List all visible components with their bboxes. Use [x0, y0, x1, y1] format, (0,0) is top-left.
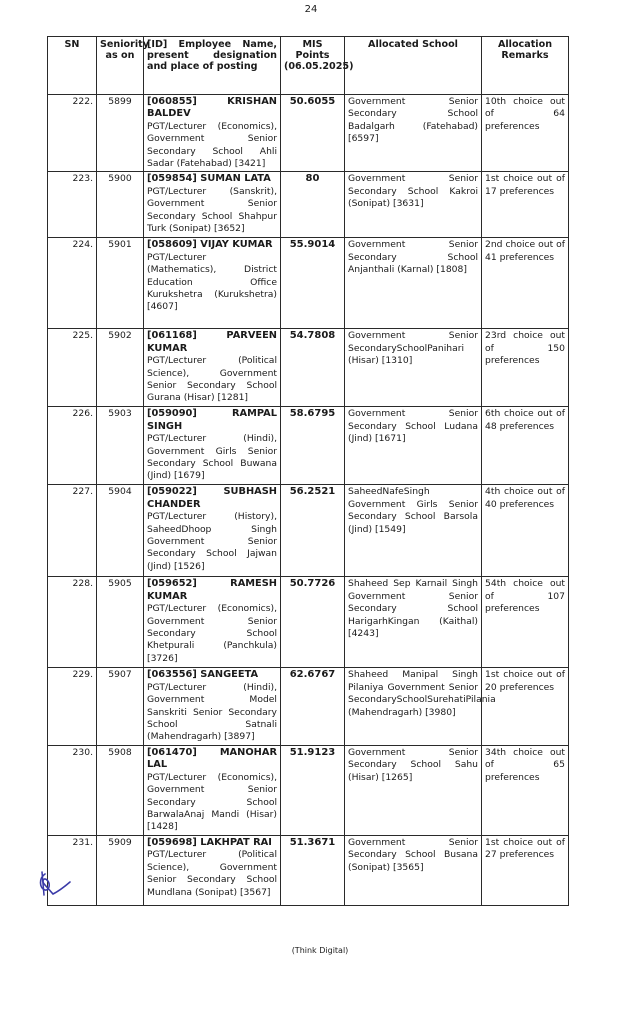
- row-employee: [144, 577, 281, 668]
- employee-id-name: [061470] MANOHAR LAL: [147, 746, 277, 771]
- header-allocation-remarks: Allocation Remarks: [482, 37, 569, 95]
- row-employee: [144, 407, 281, 485]
- row-sn: 226.: [48, 407, 97, 485]
- employee-id-name: [063556] SANGEETA: [147, 669, 259, 681]
- row-employee: [144, 835, 281, 905]
- row-seniority: 5904: [97, 485, 144, 577]
- row-employee: [144, 329, 281, 407]
- row-sn: 228.: [48, 577, 97, 668]
- row-employee: [144, 745, 281, 835]
- header-seniority: Seniority as on: [97, 37, 144, 95]
- header-mis-points: MIS Points (06.05.2025): [281, 37, 345, 95]
- row-employee: [144, 668, 281, 745]
- row-allocation-remarks: 23rd choice out of 150 preferences: [482, 329, 569, 407]
- row-allocated-school: Government Senior Secondary School Sahu (Hisar) [1265]: [345, 745, 482, 835]
- row-mis-points: 51.3671: [281, 835, 345, 905]
- employee-designation: PGT/Lecturer (Economics), Government Senior Secondary School Ahli Sadar (Fatehabad) [3421]: [147, 120, 277, 170]
- row-sn: 230.: [48, 745, 97, 835]
- row-allocation-remarks: 1st choice out of 17 preferences: [482, 172, 569, 238]
- table-row: [48, 745, 569, 835]
- row-sn: 222.: [48, 95, 97, 172]
- row-allocated-school: Government Senior SecondarySchoolPanihari (Hisar) [1310]: [345, 329, 482, 407]
- row-sn: 229.: [48, 668, 97, 745]
- row-mis-points: 54.7808: [281, 329, 345, 407]
- row-allocation-remarks: 4th choice out of 40 preferences: [482, 485, 569, 577]
- table-row: [48, 238, 569, 329]
- employee-id-name: [059698] LAKHPAT RAI: [147, 836, 272, 848]
- row-allocated-school: Government Senior Secondary School Badalgarh (Fatehabad) [6597]: [345, 95, 482, 172]
- row-employee: [144, 172, 281, 238]
- header-allocated-school: Allocated School: [345, 37, 482, 95]
- table-row: [48, 95, 569, 172]
- table-row: [48, 577, 569, 668]
- table-row: [48, 172, 569, 238]
- table-row: [48, 407, 569, 485]
- row-seniority: 5903: [97, 407, 144, 485]
- row-mis-points: 58.6795: [281, 407, 345, 485]
- row-sn: 225.: [48, 329, 97, 407]
- allocation-table: [47, 36, 569, 906]
- employee-id-name: [059652] RAMESH KUMAR: [147, 578, 277, 602]
- row-mis-points: 62.6767: [281, 668, 345, 745]
- employee-id-name: [059854] SUMAN LATA: [147, 173, 271, 185]
- employee-designation: PGT/Lecturer (Political Science), Government Senior Secondary School Gurana (Hisar) [1281]: [147, 355, 277, 404]
- employee-designation: PGT/Lecturer (Sanskrit), Government Senior Secondary School Shahpur Turk (Sonipat) [3652]: [147, 185, 277, 235]
- row-seniority: 5905: [97, 577, 144, 668]
- page-number: 24: [304, 4, 318, 15]
- employee-id-name: [058609] VIJAY KUMAR: [147, 239, 273, 251]
- row-sn: 227.: [48, 485, 97, 577]
- employee-designation: PGT/Lecturer (Hindi), Government Girls Senior Secondary School Buwana (Jind) [1679]: [147, 433, 277, 482]
- employee-designation: PGT/Lecturer (Hindi), Government Model Sanskriti Senior Secondary School Satnali (Mahendragarh) [3897]: [147, 681, 277, 743]
- row-seniority: 5909: [97, 835, 144, 905]
- footer-text: (Think Digital): [291, 946, 349, 955]
- row-seniority: 5902: [97, 329, 144, 407]
- row-allocation-remarks: 1st choice out of 20 preferences: [482, 668, 569, 745]
- row-seniority: 5908: [97, 745, 144, 835]
- table-row: [48, 668, 569, 745]
- employee-designation: PGT/Lecturer (Political Science), Government Senior Secondary School Mundlana (Sonipat) [3567]: [147, 849, 277, 898]
- row-allocated-school: Shaheed Sep Karnail Singh Government Senior Secondary School HarigarhKingan (Kaithal) [4243]: [345, 577, 482, 668]
- row-allocated-school: Government Senior Secondary School Anjanthali (Karnal) [1808]: [345, 238, 482, 329]
- table-header-row: [48, 37, 569, 95]
- employee-designation: PGT/Lecturer (Economics), Government Senior Secondary School Khetpurali (Panchkula) [3726]: [147, 603, 277, 664]
- row-allocated-school: Government Senior Secondary School Ludana (Jind) [1671]: [345, 407, 482, 485]
- row-sn: 223.: [48, 172, 97, 238]
- row-employee: [144, 95, 281, 172]
- row-allocation-remarks: 6th choice out of 48 preferences: [482, 407, 569, 485]
- employee-id-name: [061168] PARVEEN KUMAR: [147, 330, 277, 354]
- row-employee: [144, 238, 281, 329]
- row-allocation-remarks: 2nd choice out of 41 preferences: [482, 238, 569, 329]
- row-allocated-school: Government Senior Secondary School Busana (Sonipat) [3565]: [345, 835, 482, 905]
- header-sn: SN: [48, 37, 97, 95]
- row-sn: 224.: [48, 238, 97, 329]
- row-allocated-school: Shaheed Manipal Singh Pilaniya Government Senior SecondarySchoolSurehatiPilania (Mahendragarh) [3980]: [345, 668, 482, 745]
- row-mis-points: 50.7726: [281, 577, 345, 668]
- row-seniority: 5900: [97, 172, 144, 238]
- employee-designation: PGT/Lecturer (History), SaheedDhoop Singh Government Senior Secondary School Jajwan (Jind) [1526]: [147, 511, 277, 572]
- row-sn: 231.: [48, 835, 97, 905]
- employee-id-name: [059090] RAMPAL SINGH: [147, 408, 277, 432]
- row-allocated-school: SaheedNafeSingh Government Girls Senior Secondary School Barsola (Jind) [1549]: [345, 485, 482, 577]
- table-row: [48, 485, 569, 577]
- row-allocated-school: Government Senior Secondary School Kakroi (Sonipat) [3631]: [345, 172, 482, 238]
- handwritten-signature-icon: [33, 868, 73, 900]
- employee-id-name: [060855] KRISHAN BALDEV: [147, 96, 277, 120]
- row-allocation-remarks: 10th choice out of 64 preferences: [482, 95, 569, 172]
- row-allocation-remarks: 34th choice out of 65 preferences: [482, 745, 569, 835]
- row-mis-points: 50.6055: [281, 95, 345, 172]
- row-seniority: 5899: [97, 95, 144, 172]
- row-allocation-remarks: 1st choice out of 27 preferences: [482, 835, 569, 905]
- row-mis-points: 55.9014: [281, 238, 345, 329]
- row-employee: [144, 485, 281, 577]
- table-row: [48, 835, 569, 905]
- header-employee: [ID] Employee Name, present designation and place of posting: [144, 37, 281, 95]
- row-allocation-remarks: 54th choice out of 107 preferences: [482, 577, 569, 668]
- row-mis-points: 56.2521: [281, 485, 345, 577]
- table-row: [48, 329, 569, 407]
- row-mis-points: 51.9123: [281, 745, 345, 835]
- employee-designation: PGT/Lecturer (Mathematics), District Education Office Kurukshetra (Kurukshetra) [4607]: [147, 251, 277, 313]
- row-seniority: 5901: [97, 238, 144, 329]
- row-mis-points: 80: [281, 172, 345, 238]
- employee-designation: PGT/Lecturer (Economics), Government Senior Secondary School BarwalaAnaj Mandi (Hisar) [1428]: [147, 771, 277, 833]
- employee-id-name: [059022] SUBHASH CHANDER: [147, 486, 277, 510]
- row-seniority: 5907: [97, 668, 144, 745]
